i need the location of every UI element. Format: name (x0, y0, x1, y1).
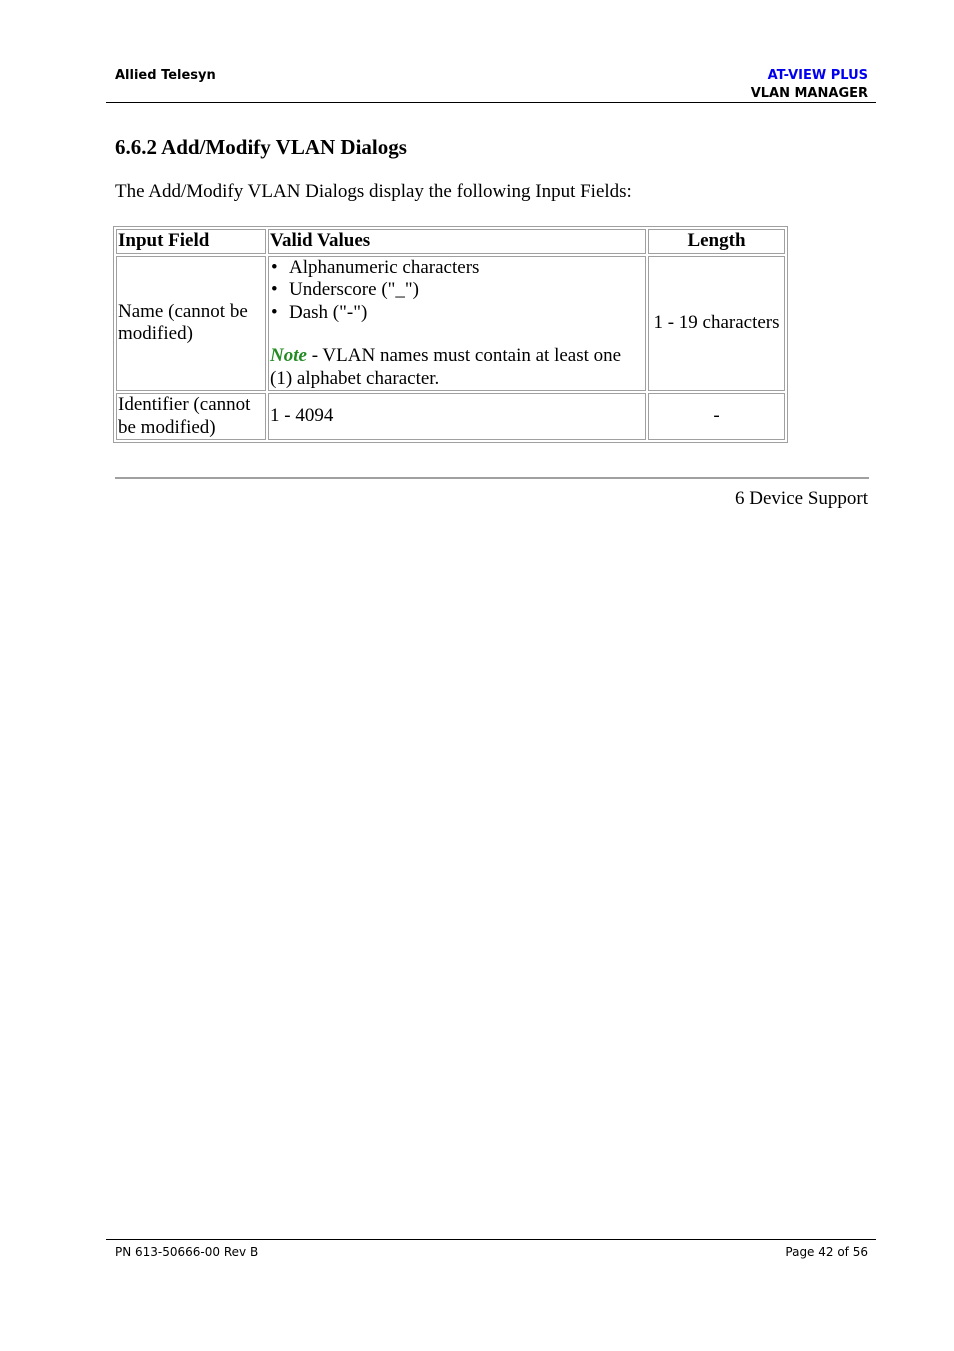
column-header-valid-values: Valid Values (268, 229, 646, 254)
bullet-icon: • (271, 301, 278, 323)
note-label: Note (270, 345, 307, 366)
chapter-label: 6 Device Support (735, 488, 868, 509)
field-name-cell: Identifier (cannot be modified) (116, 393, 266, 440)
header-product: AT-VIEW PLUS (767, 68, 868, 83)
footer-page-number: Page 42 of 56 (785, 1245, 868, 1259)
section-title: 6.6.2 Add/Modify VLAN Dialogs (115, 135, 407, 159)
list-item-text: Underscore ("_") (289, 279, 419, 300)
valid-values-cell: 1 - 4094 (268, 393, 646, 440)
list-item (270, 279, 644, 302)
table-header-row (116, 229, 785, 254)
length-cell: 1 - 19 characters (648, 256, 785, 392)
column-header-input-field: Input Field (116, 229, 266, 254)
header-divider (106, 102, 876, 103)
footer-part-number: PN 613-50666-00 Rev B (115, 1245, 259, 1259)
list-item (270, 302, 644, 325)
column-header-length: Length (648, 229, 785, 254)
footer-divider (106, 1239, 876, 1240)
table-row (116, 256, 785, 392)
note (270, 345, 644, 390)
field-name-cell: Name (cannot be modified) (116, 256, 266, 392)
bullet-icon: • (271, 279, 278, 300)
note-text: - VLAN names must contain at least one (1) alphabet character. (270, 345, 622, 389)
section-intro: The Add/Modify VLAN Dialogs display the following Input Fields: (115, 181, 632, 202)
valid-values-cell (268, 256, 646, 392)
list-item (270, 257, 644, 280)
header-company: Allied Telesyn (115, 68, 216, 83)
header-module: VLAN MANAGER (750, 86, 868, 101)
input-fields-table (113, 226, 788, 443)
header-product-block (751, 67, 868, 103)
list-item-text: Alphanumeric characters (289, 256, 480, 278)
list-item-text: Dash ("-") (289, 301, 368, 323)
note-spacer (270, 324, 644, 345)
length-cell: - (648, 393, 785, 440)
valid-values-list (270, 257, 644, 325)
content-divider (115, 477, 869, 479)
table-row (116, 393, 785, 440)
bullet-icon: • (271, 256, 278, 278)
